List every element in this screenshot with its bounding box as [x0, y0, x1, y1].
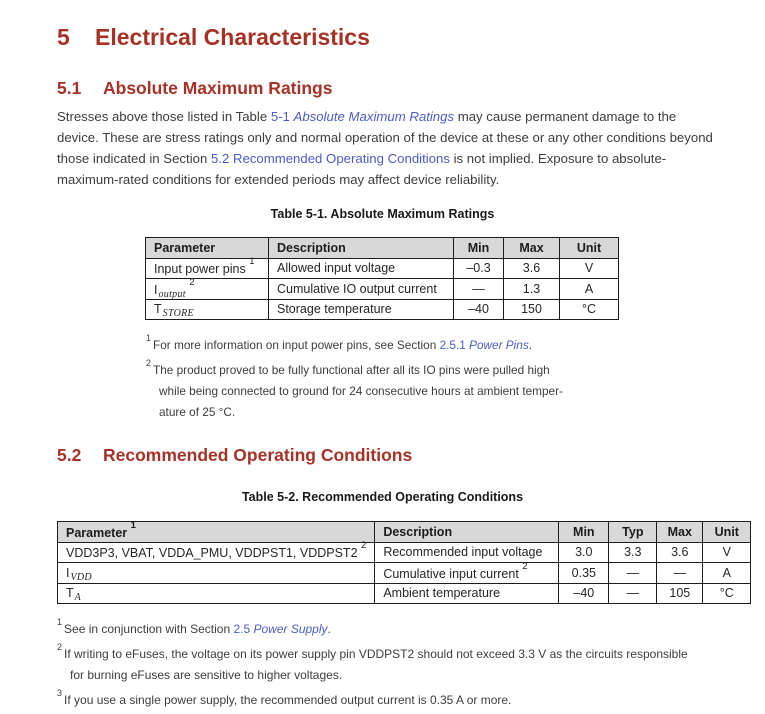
section-title: Recommended Operating Conditions [103, 445, 413, 465]
intro-text: may cause permanent damage to the device. These are stress ratings only and normal operation of the device at these or any other conditions beyond those indicated in Section [57, 109, 713, 166]
col-header-description: Description [269, 238, 454, 259]
min-cell: — [454, 279, 504, 300]
unit-cell: °C [560, 299, 619, 320]
table-row [58, 563, 751, 584]
section-title: Absolute Maximum Ratings [103, 78, 333, 98]
description-cell: Recommended input voltage [375, 542, 559, 563]
min-cell: 3.0 [559, 542, 609, 563]
max-cell: 105 [657, 583, 703, 604]
col-header-parameter: Parameter $^1$ [58, 522, 375, 543]
description-cell: Ambient temperature [375, 583, 559, 604]
description-cell: Cumulative input current $^2$ [375, 563, 559, 584]
unit-cell: A [560, 279, 619, 300]
footnote-2: $^2$ The product proved to be fully functional after all its IO pins were pulled high [146, 357, 550, 377]
typ-cell: 3.3 [609, 542, 657, 563]
table-5-1-link[interactable]: 5-1 Absolute Maximum Ratings [270, 109, 455, 124]
table-row [58, 542, 751, 563]
section-5-2-link[interactable]: 5.2 Recommended Operating Conditions [210, 151, 450, 166]
table-row [146, 279, 619, 300]
max-cell: 150 [504, 299, 560, 320]
min-cell: –40 [454, 299, 504, 320]
table-row [146, 258, 619, 279]
table-5-2-footnotes [57, 615, 688, 711]
parameter-cell: Input power pins $^1$ [146, 258, 269, 279]
footnote-2-continued: ature of 25 °C. [159, 404, 236, 419]
col-header-unit: Unit [560, 238, 619, 259]
table-header-row [58, 522, 751, 543]
col-header-min: Min [559, 522, 609, 543]
parameter-cell: $I_{VDD}$ [58, 563, 375, 584]
max-cell: — [657, 563, 703, 584]
typ-cell: — [609, 563, 657, 584]
footnote-1: $^1$ See in conjunction with Section 2.5 Power Supply. [57, 617, 331, 636]
unit-cell: °C [703, 583, 751, 604]
table-row [58, 583, 751, 604]
parameter-cell: $T_A$ [58, 583, 375, 604]
min-cell: –40 [559, 583, 609, 604]
section-2-5-link[interactable]: 2.5 Power Supply [233, 622, 328, 636]
unit-cell: A [703, 563, 751, 584]
section-heading-5 [57, 24, 370, 50]
table-header-row [146, 238, 619, 259]
col-header-max: Max [657, 522, 703, 543]
col-header-description: Description [375, 522, 559, 543]
table-5-1-footnotes [146, 331, 563, 423]
col-header-max: Max [504, 238, 560, 259]
intro-text: Stresses above those listed in Table [57, 109, 271, 124]
intro-text: is not implied. Exposure to absolute-maximum-rated conditions for extended periods may affect device reliability. [57, 151, 667, 187]
section-title: Electrical Characteristics [95, 24, 370, 50]
footnote-1: $^1$ For more information on input power pins, see Section 2.5.1 Power Pins. [146, 333, 533, 352]
col-header-typ: Typ [609, 522, 657, 543]
max-cell: 3.6 [657, 542, 703, 563]
footnote-2-continued: for burning eFuses are sensitive to higher voltages. [70, 668, 343, 682]
max-cell: 1.3 [504, 279, 560, 300]
table-row [146, 299, 619, 320]
table-5-2-caption: Table 5-2. Recommended Operating Conditions [241, 490, 524, 504]
description-cell: Allowed input voltage [269, 258, 454, 279]
col-header-unit: Unit [703, 522, 751, 543]
min-cell: –0.3 [454, 258, 504, 279]
section-number: 5 [57, 24, 70, 50]
unit-cell: V [560, 258, 619, 279]
description-cell: Storage temperature [269, 299, 454, 320]
typ-cell: — [609, 583, 657, 604]
section-number: 5.2 [57, 445, 82, 465]
parameter-cell: VDD3P3, VBAT, VDDA_PMU, VDDPST1, VDDPST2 $^2$ [58, 542, 375, 563]
footnote-2-continued: while being connected to ground for 24 consecutive hours at ambient temper- [159, 383, 563, 398]
footnote-2: $^2$ If writing to eFuses, the voltage on its power supply pin VDDPST2 should not exceed 3.3 V as the circuits responsible [57, 642, 688, 661]
footnote-3: $^3$ If you use a single power supply, the recommended output current is 0.35 A or more. [57, 688, 512, 707]
parameter-cell: $I_{output}$ $^2$ [146, 279, 269, 300]
recommended-operating-conditions-table [57, 521, 751, 604]
col-header-parameter: Parameter [146, 238, 269, 259]
parameter-cell: $T_{STORE}$ [146, 299, 269, 320]
col-header-min: Min [454, 238, 504, 259]
min-cell: 0.35 [559, 563, 609, 584]
unit-cell: V [703, 542, 751, 563]
section-heading-5-1 [57, 78, 332, 99]
description-cell: Cumulative IO output current [269, 279, 454, 300]
table-5-1-caption: Table 5-1. Absolute Maximum Ratings [270, 207, 495, 221]
section-2-5-1-link[interactable]: 2.5.1 Power Pins [439, 337, 529, 352]
intro-paragraph [57, 106, 715, 190]
absolute-maximum-ratings-table [145, 237, 619, 320]
section-heading-5-2 [57, 445, 412, 466]
section-number: 5.1 [57, 78, 82, 98]
max-cell: 3.6 [504, 258, 560, 279]
